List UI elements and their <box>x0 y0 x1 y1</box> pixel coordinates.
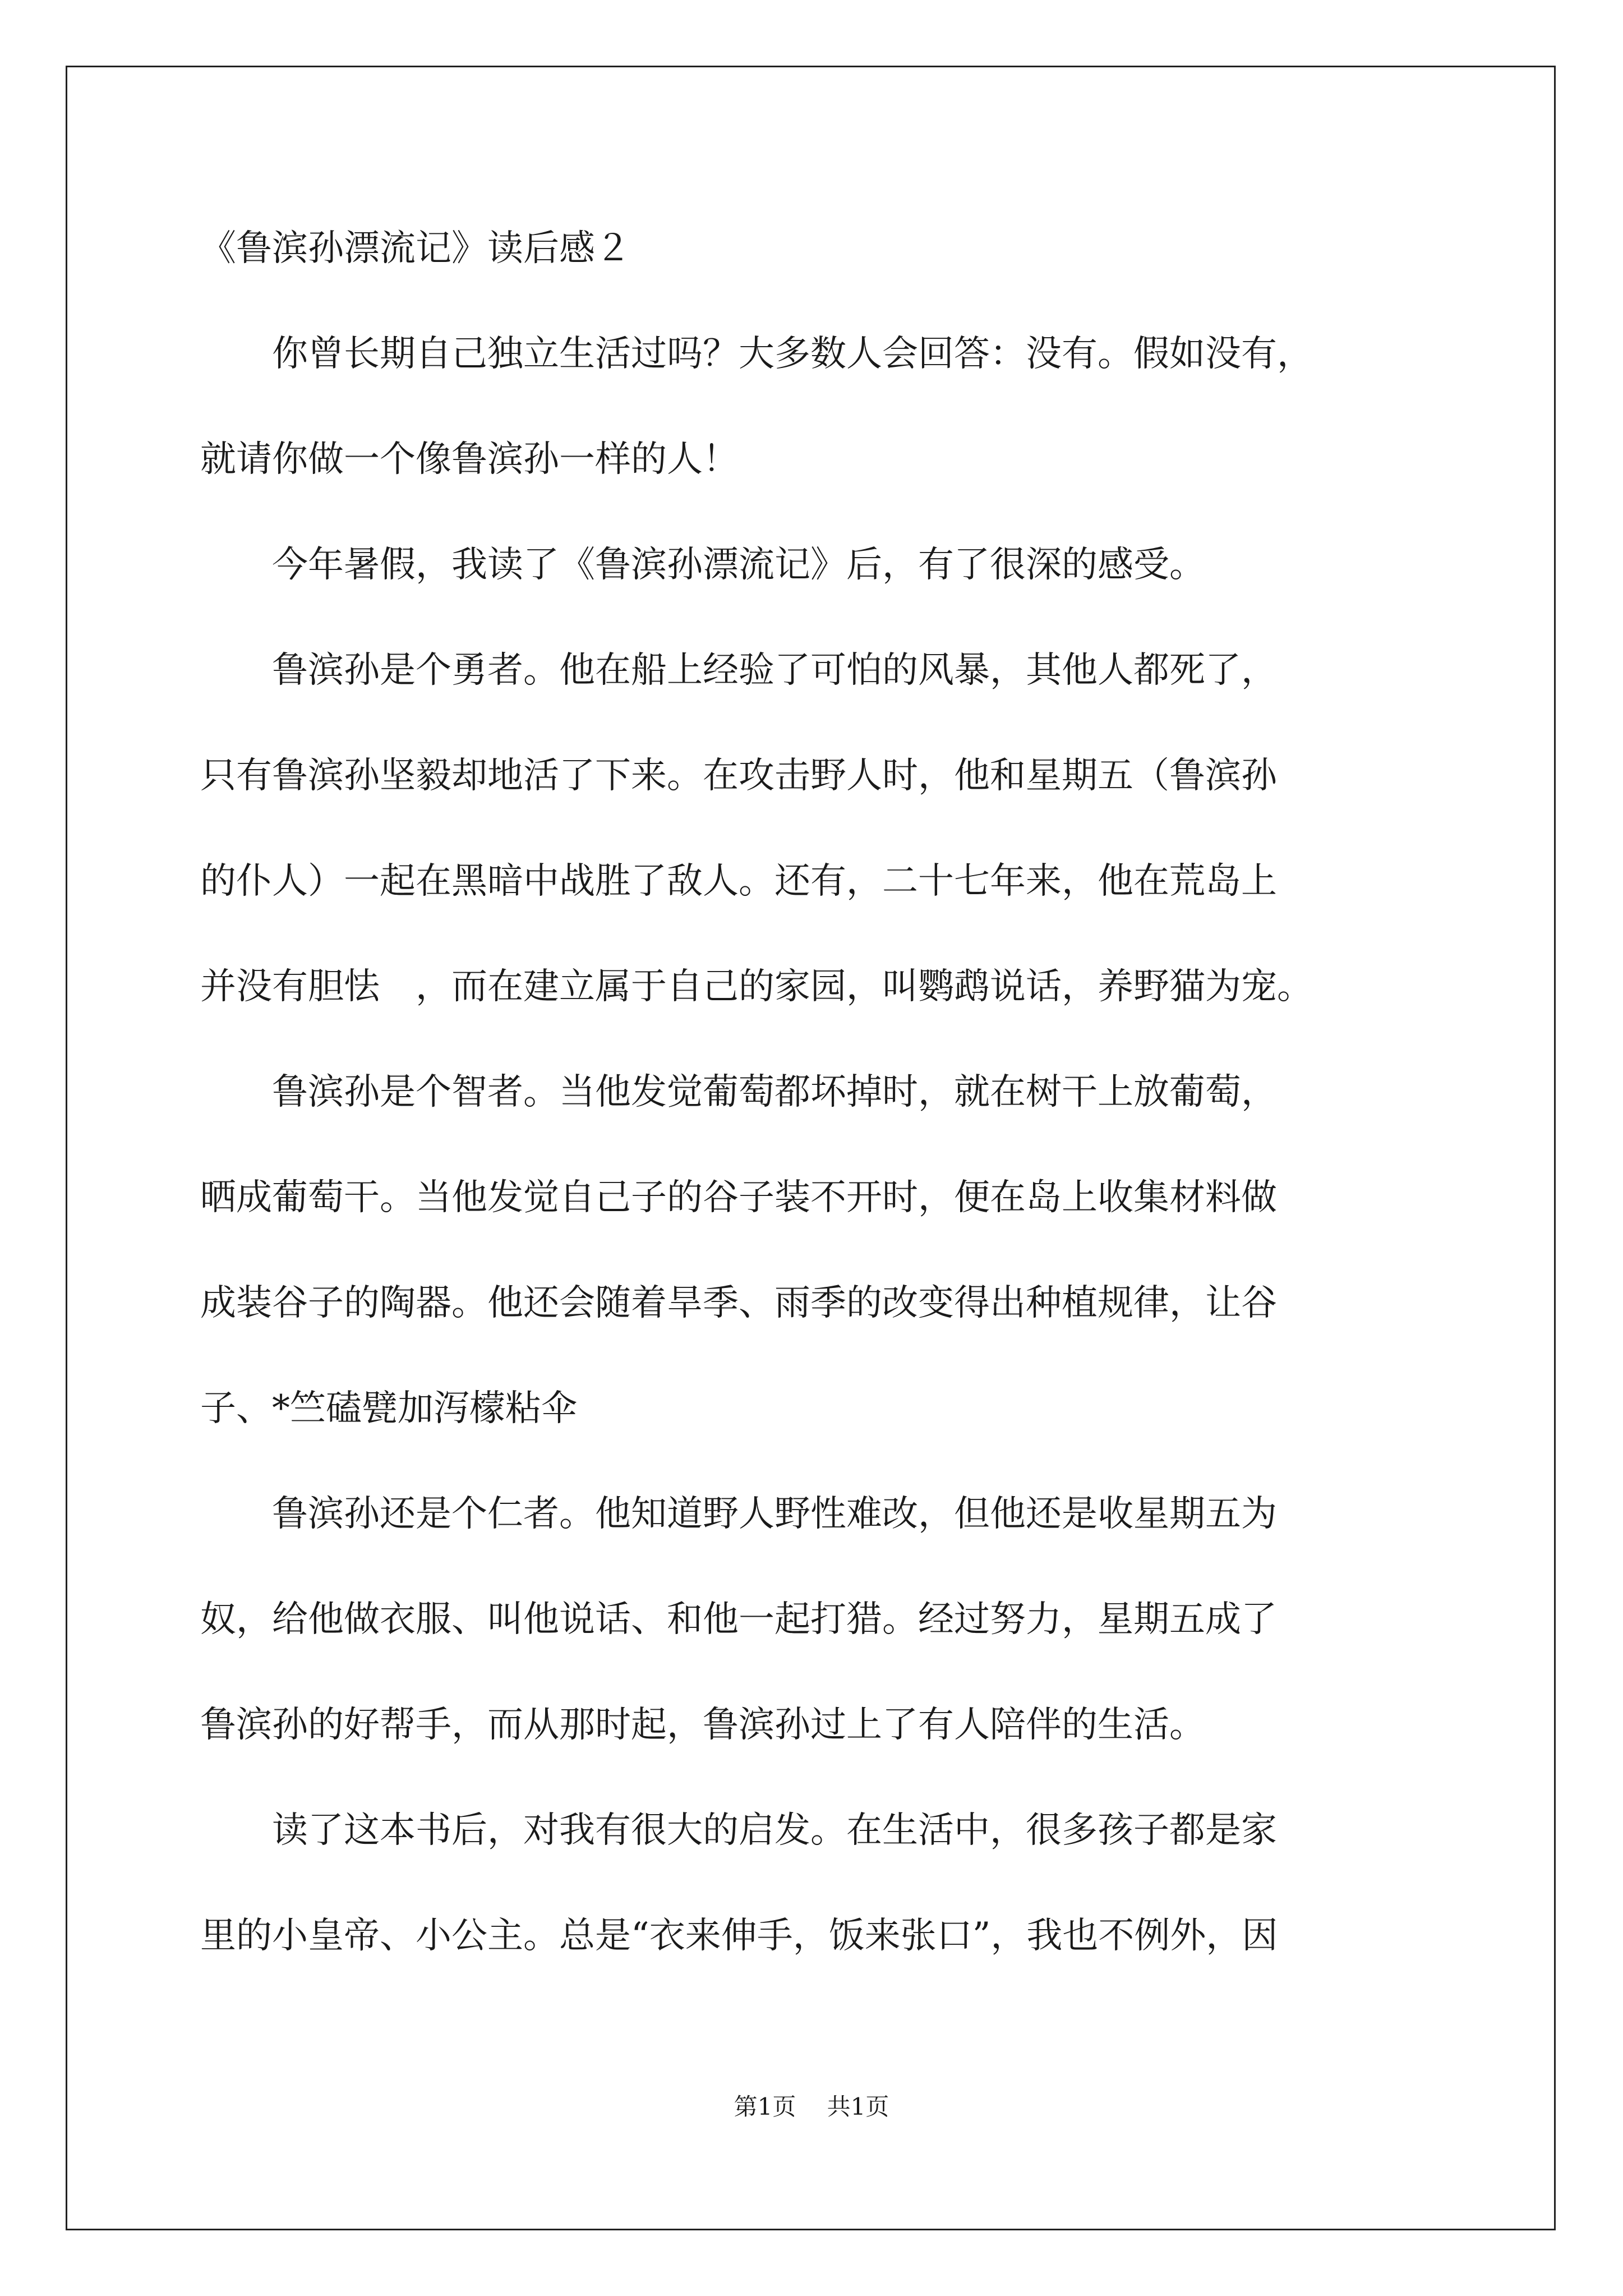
text-line: 晒成葡萄干。当他发觉自己子的谷子装不开时，便在岛上收集材料做 <box>200 1177 1277 1218</box>
text-line: 鲁滨孙是个勇者。他在船上经验了可怕的风暴，其他人都死了， <box>200 650 1277 691</box>
text-line: 奴，给他做衣服、叫他说话、和他一起打猎。经过努力，星期五成了 <box>200 1599 1277 1640</box>
text-line: 鲁滨孙是个智者。当他发觉葡萄都坏掉时，就在树干上放葡萄， <box>200 1071 1277 1113</box>
text-line: 只有鲁滨孙坚毅却地活了下来。在攻击野人时，他和星期五（鲁滨孙 <box>200 755 1277 797</box>
text-line: 的仆人）一起在黑暗中战胜了敌人。还有，二十七年来，他在荒岛上 <box>200 861 1277 902</box>
page-frame <box>66 66 1556 2230</box>
text-line: 成装谷子的陶器。他还会随着旱季、雨季的改变得出种植规律，让谷 <box>200 1282 1277 1324</box>
page-number-footer: 第1页 共1页 <box>734 2093 889 2120</box>
text-line: 你曾长期自己独立生活过吗？大多数人会回答：没有。假如没有， <box>200 333 1313 375</box>
text-line: 里的小皇帝、小公主。总是“衣来伸手，饭来张口”，我也不例外，因 <box>200 1915 1278 1957</box>
text-line: 鲁滨孙还是个仁者。他知道野人野性难改，但他还是收星期五为 <box>200 1493 1277 1535</box>
text-line: 就请你做一个像鲁滨孙一样的人！ <box>200 439 739 480</box>
text-line: 鲁滨孙的好帮手，而从那时起，鲁滨孙过上了有人陪伴的生活。 <box>200 1704 1205 1746</box>
document-title: 《鲁滨孙漂流记》读后感２ <box>200 228 631 269</box>
text-line: 并没有胆怯 ，而在建立属于自己的家园，叫鹦鹉说话，养野猫为宠。 <box>200 966 1313 1007</box>
text-line: 今年暑假，我读了《鲁滨孙漂流记》后，有了很深的感受。 <box>200 544 1205 586</box>
text-line: 子、*竺磕甓加泻檬粘伞 <box>200 1388 577 1429</box>
text-line: 读了这本书后，对我有很大的启发。在生活中，很多孩子都是家 <box>200 1810 1277 1851</box>
